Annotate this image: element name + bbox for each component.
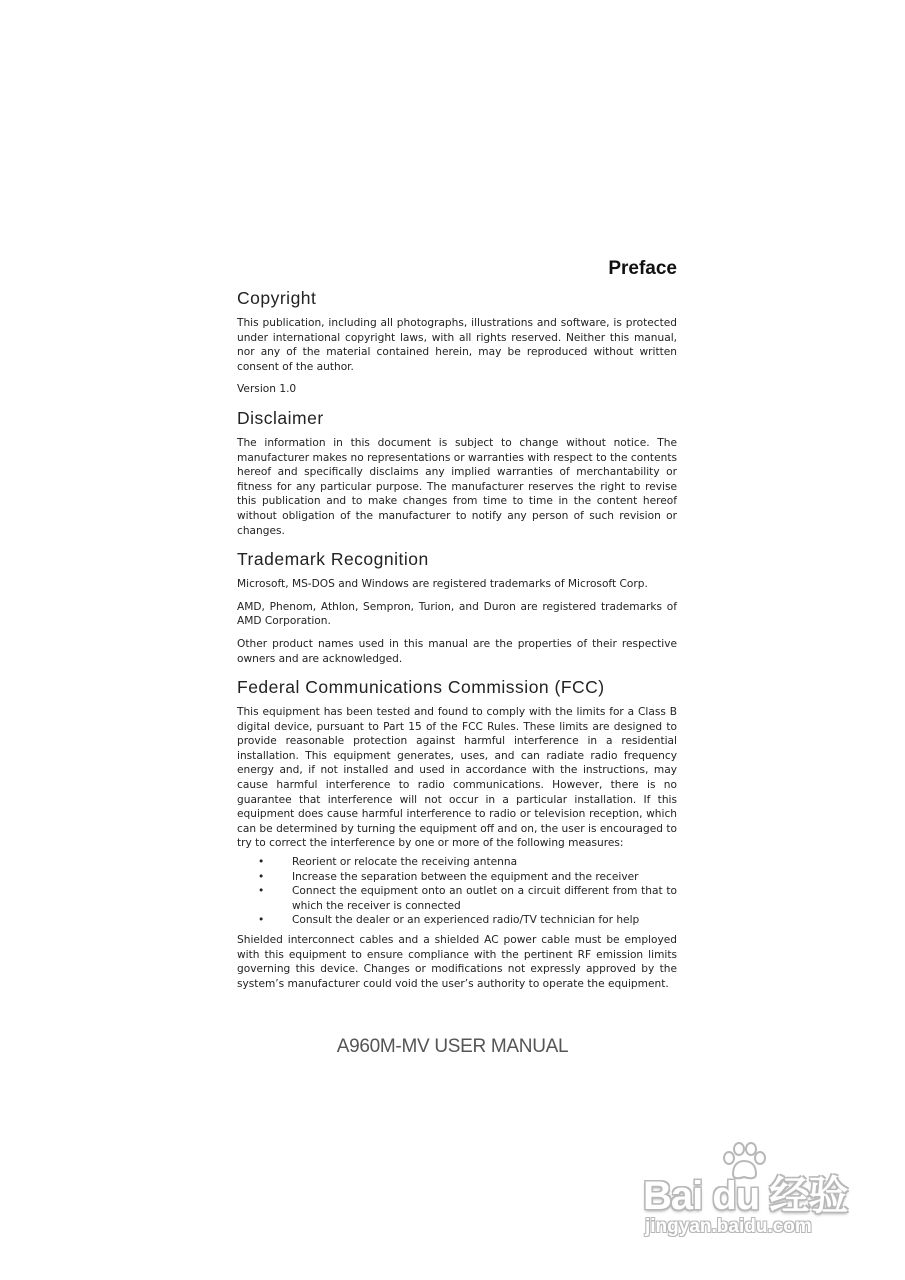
copyright-text: This publication, including all photographs, illustrations and software, is protected under international copyright laws, with all rights reserved. Neither this manual, nor any of the material contained herein, may be reproduced without written consent of the author. bbox=[237, 317, 677, 373]
page-content bbox=[237, 258, 677, 999]
trademark-microsoft-text: Microsoft, MS-DOS and Windows are registered trademarks of Microsoft Corp. bbox=[237, 578, 648, 591]
fcc-measures-list bbox=[237, 855, 677, 928]
list-item-text: Increase the separation between the equipment and the receiver bbox=[292, 870, 639, 883]
bullet-icon: • bbox=[258, 885, 265, 898]
list-item-text: Reorient or relocate the receiving antenna bbox=[292, 856, 518, 869]
page-title: Preface bbox=[608, 258, 677, 279]
list-item-text: Connect the equipment onto an outlet on a circuit different from that to which the receiver is connected bbox=[292, 885, 677, 912]
bullet-icon: • bbox=[258, 914, 265, 927]
trademark-other-text: Other product names used in this manual are the properties of their respective owners and are acknowledged. bbox=[237, 637, 677, 665]
fcc-heading: Federal Communications Commission (FCC) bbox=[237, 677, 605, 698]
watermark-url: jingyan.baidu.com bbox=[645, 1216, 812, 1237]
disclaimer-heading: Disclaimer bbox=[237, 407, 324, 428]
list-item bbox=[237, 884, 677, 913]
trademark-amd-text: AMD, Phenom, Athlon, Sempron, Turion, and Duron are registered trademarks of AMD Corporation. bbox=[237, 600, 677, 628]
list-item-text: Consult the dealer or an experienced radio/TV technician for help bbox=[292, 914, 640, 927]
version-text: Version 1.0 bbox=[237, 383, 297, 396]
watermark-logo-text: Bai du 经验 bbox=[643, 1174, 848, 1218]
manual-footer-title: A960M-MV USER MANUAL bbox=[336, 1036, 569, 1057]
copyright-heading: Copyright bbox=[237, 288, 317, 308]
list-item bbox=[237, 913, 677, 928]
bullet-icon: • bbox=[258, 856, 265, 869]
fcc-text: This equipment has been tested and found to comply with the limits for a Class B digital device, pursuant to Part 15 of the FCC Rules. These limits are designed to provide reasonable protection against harmful interference in a residential installation. This equipment generates, uses, and can radiate radio frequency energy and, if not installed and used in accordance with the instructions, may cause harmful interference to radio communications. However, there is no guarantee that interference will not occur in a particular installation. If this equipment does cause harmful interference to radio or television reception, which can be determined by turning the equipment off and on, the user is encouraged to try to correct the interference by one or more of the following measures: bbox=[237, 706, 677, 850]
disclaimer-text: The information in this document is subject to change without notice. The manufacturer makes no representations or warranties with respect to the contents hereof and specifically disclaims any implied warranties of merchantability or fitness for any particular purpose. The manufacturer reserves the right to revise this publication and to make changes from time to time in the content hereof without obligation of the manufacturer to notify any person of such revision or changes. bbox=[237, 436, 677, 537]
fcc-closing-text: Shielded interconnect cables and a shielded AC power cable must be employed with this equipment to ensure compliance with the pertinent RF emission limits governing this device. Changes or modifications not expressly approved by the system’s manufacturer could void the user’s authority to operate the equipment. bbox=[237, 934, 677, 990]
trademark-heading: Trademark Recognition bbox=[237, 549, 429, 570]
bullet-icon: • bbox=[258, 870, 265, 883]
list-item bbox=[237, 855, 677, 870]
baidu-jingyan-watermark bbox=[643, 1140, 858, 1250]
list-item bbox=[237, 870, 677, 885]
